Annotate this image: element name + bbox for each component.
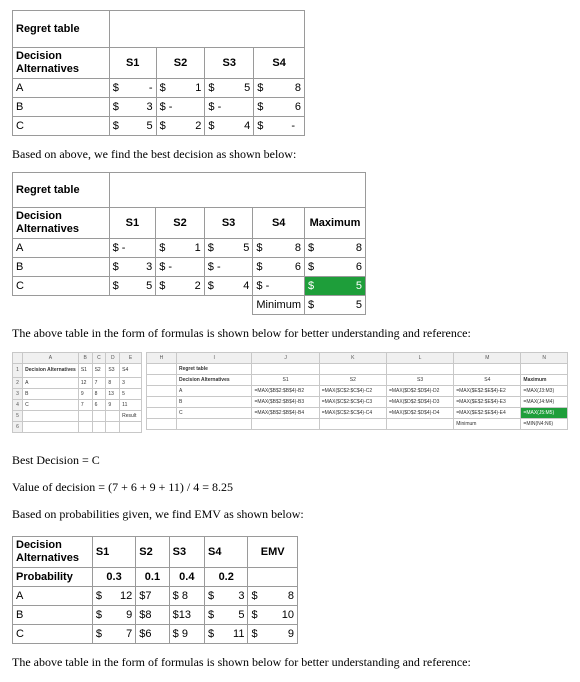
table-row: A $ - $ 1 $ 5 $ 8 $ 8 — [13, 239, 366, 258]
paragraph: Based on above, we find the best decision as shown below: — [12, 147, 297, 161]
table-row: C $ 7 $6 $ 9 $ 11 $ 9 — [13, 625, 298, 644]
col-header: S4 — [254, 48, 305, 79]
col-header: S1 — [109, 48, 156, 79]
table-row: B $ 9 $8 $13 $ 5 $ 10 — [13, 606, 298, 625]
col-header: S3 — [205, 48, 254, 79]
table-row: B $ 3 $ - $ - $ 6 — [13, 98, 305, 117]
decision-header: Decision Alternatives — [13, 208, 110, 239]
probability-label: Probability — [13, 568, 93, 587]
decision-header: Decision Alternatives — [13, 537, 93, 568]
col-header: S2 — [156, 48, 205, 79]
mini-data-table: A B C D E 1 Decision Alternatives S1 S2 S3 S4 2 A 12 7 8 3 3 B 9 8 13 5 4 C 7 6 9 11 5 Result 6 — [12, 352, 142, 433]
best-decision: Best Decision = C — [12, 453, 100, 467]
minimum-value: $ 5 — [305, 296, 366, 315]
table-row: C $ 5 $ 2 $ 4 $ - $ 5 — [13, 277, 366, 296]
mini-formula-table: H I J K L M N Regret table Decision Alternatives S1 S2 S3 S4 Maximum A =MAX($B$2:$B$4)-B2 =MAX($C$2:$C$4)-C2 =MAX($D$2:$D$4)-D2 =MAX($E$2:$E$4)-E2 =MAX(J3:M3) B =MAX($B$2:$B$4)-B3 =MAX($C$2:$C$4)-C3 =MAX($D$2:$D$4)-D3 =MAX($E$2:$E$4)-E3 =MAX(J4:M4) C =MAX($B$2:$B$4)-B4 =MAX($C$2:$C$4)-C4 =MAX($D$2:$D$4)-D4 =MAX($E$2:$E$4)-E4 =MAX(J5:M5) Minimum =MIN(N4:N6) — [146, 352, 568, 430]
formula-sheet — [12, 352, 568, 444]
table-row: A $ 12 $7 $ 8 $ 3 $ 8 — [13, 587, 298, 606]
decision-header: Decision Alternatives — [13, 48, 110, 79]
table-title: Regret table — [13, 11, 110, 48]
table-row: A $ - $ 1 $ 5 $ 8 — [13, 79, 305, 98]
emv-table: Decision Alternatives S1 S2 S3 S4 EMV Probability 0.3 0.1 0.4 0.2 A $ 12 $7 $ 8 $ 3 $ 8 B $ 9 $8 $13 $ 5 $ 10 C $ 7 $6 $ 9 $ 11 $ 9 — [12, 536, 298, 644]
table-row: B $ 3 $ - $ - $ 6 $ 6 — [13, 258, 366, 277]
table-title: Regret table — [13, 173, 110, 208]
best-cell: $ 5 — [305, 277, 366, 296]
paragraph: The above table in the form of formulas is shown below for better understanding and reference: — [12, 655, 471, 669]
regret-table-2: Regret table Decision Alternatives S1 S2 S3 S4 Maximum A $ - $ 1 $ 5 $ 8 $ 8 B $ 3 $ - $ - $ 6 $ 6 C $ 5 $ 2 $ 4 $ - $ 5 Minimum $ 5 — [12, 172, 366, 315]
paragraph: The above table in the form of formulas is shown below for better understanding and reference: — [12, 326, 471, 340]
decision-value: Value of decision = (7 + 6 + 9 + 11) / 4 = 8.25 — [12, 480, 234, 494]
regret-table-1 — [12, 10, 305, 136]
paragraph: Based on probabilities given, we find EMV as shown below: — [12, 507, 304, 521]
table-row: C $ 5 $ 2 $ 4 $ - — [13, 117, 305, 136]
minimum-label: Minimum — [253, 296, 305, 315]
